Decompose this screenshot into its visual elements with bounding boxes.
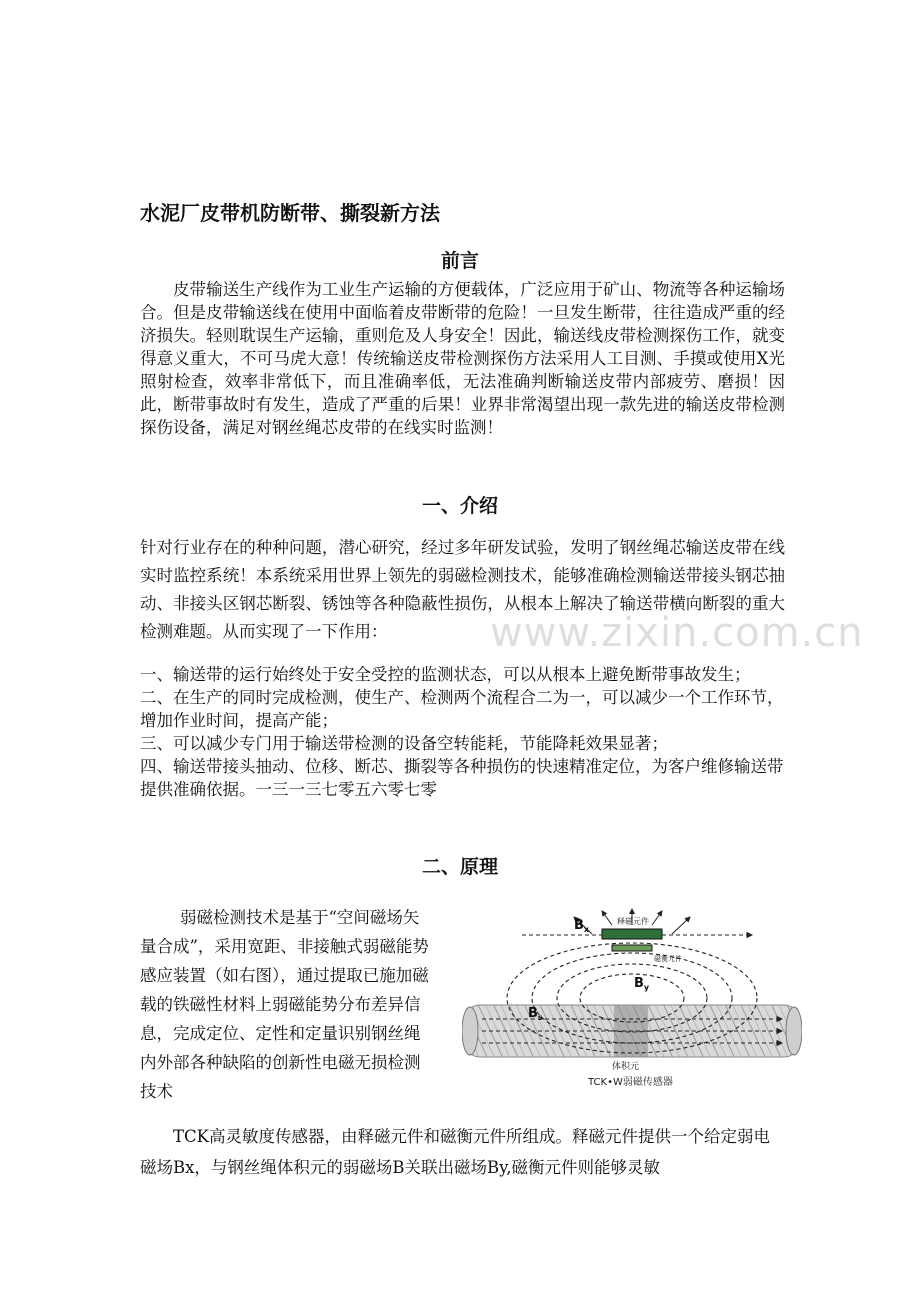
list-item: 三、可以减少专门用于输送带检测的设备空转能耗，节能降耗效果显著； [140,734,668,753]
document-title: 水泥厂皮带机防断带、撕裂新方法 [140,201,440,225]
b-label: B [528,1006,538,1021]
principle-side-paragraph: 弱磁检测技术是基于“空间磁场矢量合成”，采用宽距、非接触式弱磁能势感应装置（如右图），通过提取已施加磁载的铁磁性材料上弱磁能势分布差异信息，完成定位、定性和定量识别钢丝绳内外部各种缺陷的创新性电磁无损检测技术 [140,908,429,1101]
release-element-label: 释磁元件 [617,917,649,926]
figure-caption: TCK•W弱磁传感器 [588,1077,673,1088]
preface-heading: 前言 [440,250,479,272]
volume-element-label: 体积元 [612,1062,640,1072]
release-element [602,929,662,939]
sensor-diagram [462,905,802,1090]
list-item: 四、输送带接头抽动、位移、断芯、撕裂等各种损伤的快速精准定位，为客户维修输送带提供准确依据。一三一三七零五六零七零 [140,757,784,799]
b-subscript: s [537,1013,543,1022]
intro-heading: 一、介绍 [421,495,498,517]
list-item: 二、在生产的同时完成检测，使生产、检测两个流程合二为一，可以减少一个工作环节，增加作业时间，提高产能； [140,688,784,730]
watermark: www.zixin.com.cn [490,610,864,656]
by-label: B [634,976,644,991]
list-item: 一、输送带的运行始终处于安全受控的监测状态，可以从根本上避免断带事故发生； [140,665,751,684]
bx-label: B [574,918,584,933]
by-subscript: y [643,983,650,992]
balance-element-label: 磁衡元件 [654,955,682,963]
sensor-figure [462,905,802,1090]
benefit-list [140,663,785,801]
preface-paragraph: 皮带输送生产线作为工业生产运输的方便载体，广泛应用于矿山、物流等各种运输场合。但是皮带输送线在使用中面临着皮带断带的危险！一旦发生断带，往往造成严重的经济损失。轻则耽误生产运输，重则危及人身安全！因此，输送线皮带检测探伤工作，就变得意义重大，不可马虎大意！传统输送皮带检测探伤方法采用人工目测、手摸或使用X光照射检查，效率非常低下，而且准确率低，无法准确判断输送皮带内部疲劳、磨损！因此，断带事故时有发生，造成了严重的后果！业界非常渴望出现一款先进的输送皮带检测探伤设备，满足对钢丝绳芯皮带的在线实时监测！ [140,280,785,437]
principle-heading: 二、原理 [421,856,498,878]
balance-element [612,945,652,951]
bx-subscript: x [583,925,590,934]
intro-paragraph: 针对行业存在的种种问题，潜心研究，经过多年研发试验，发明了钢丝绳芯输送皮带在线实时监控系统！本系统采用世界上领先的弱磁检测技术，能够准确检测输送带接头钢芯抽动、非接头区钢芯断裂、锈蚀等各种隐蔽性损伤，从根本上解决了输送带横向断裂的重大检测难题。从而实现了一下作用： [140,538,785,641]
principle-bottom-paragraph: TCK高灵敏度传感器，由释磁元件和磁衡元件所组成。释磁元件提供一个给定弱电磁场Bx，与钢丝绳体积元的弱磁场B关联出磁场By,磁衡元件则能够灵敏 [140,1127,770,1177]
